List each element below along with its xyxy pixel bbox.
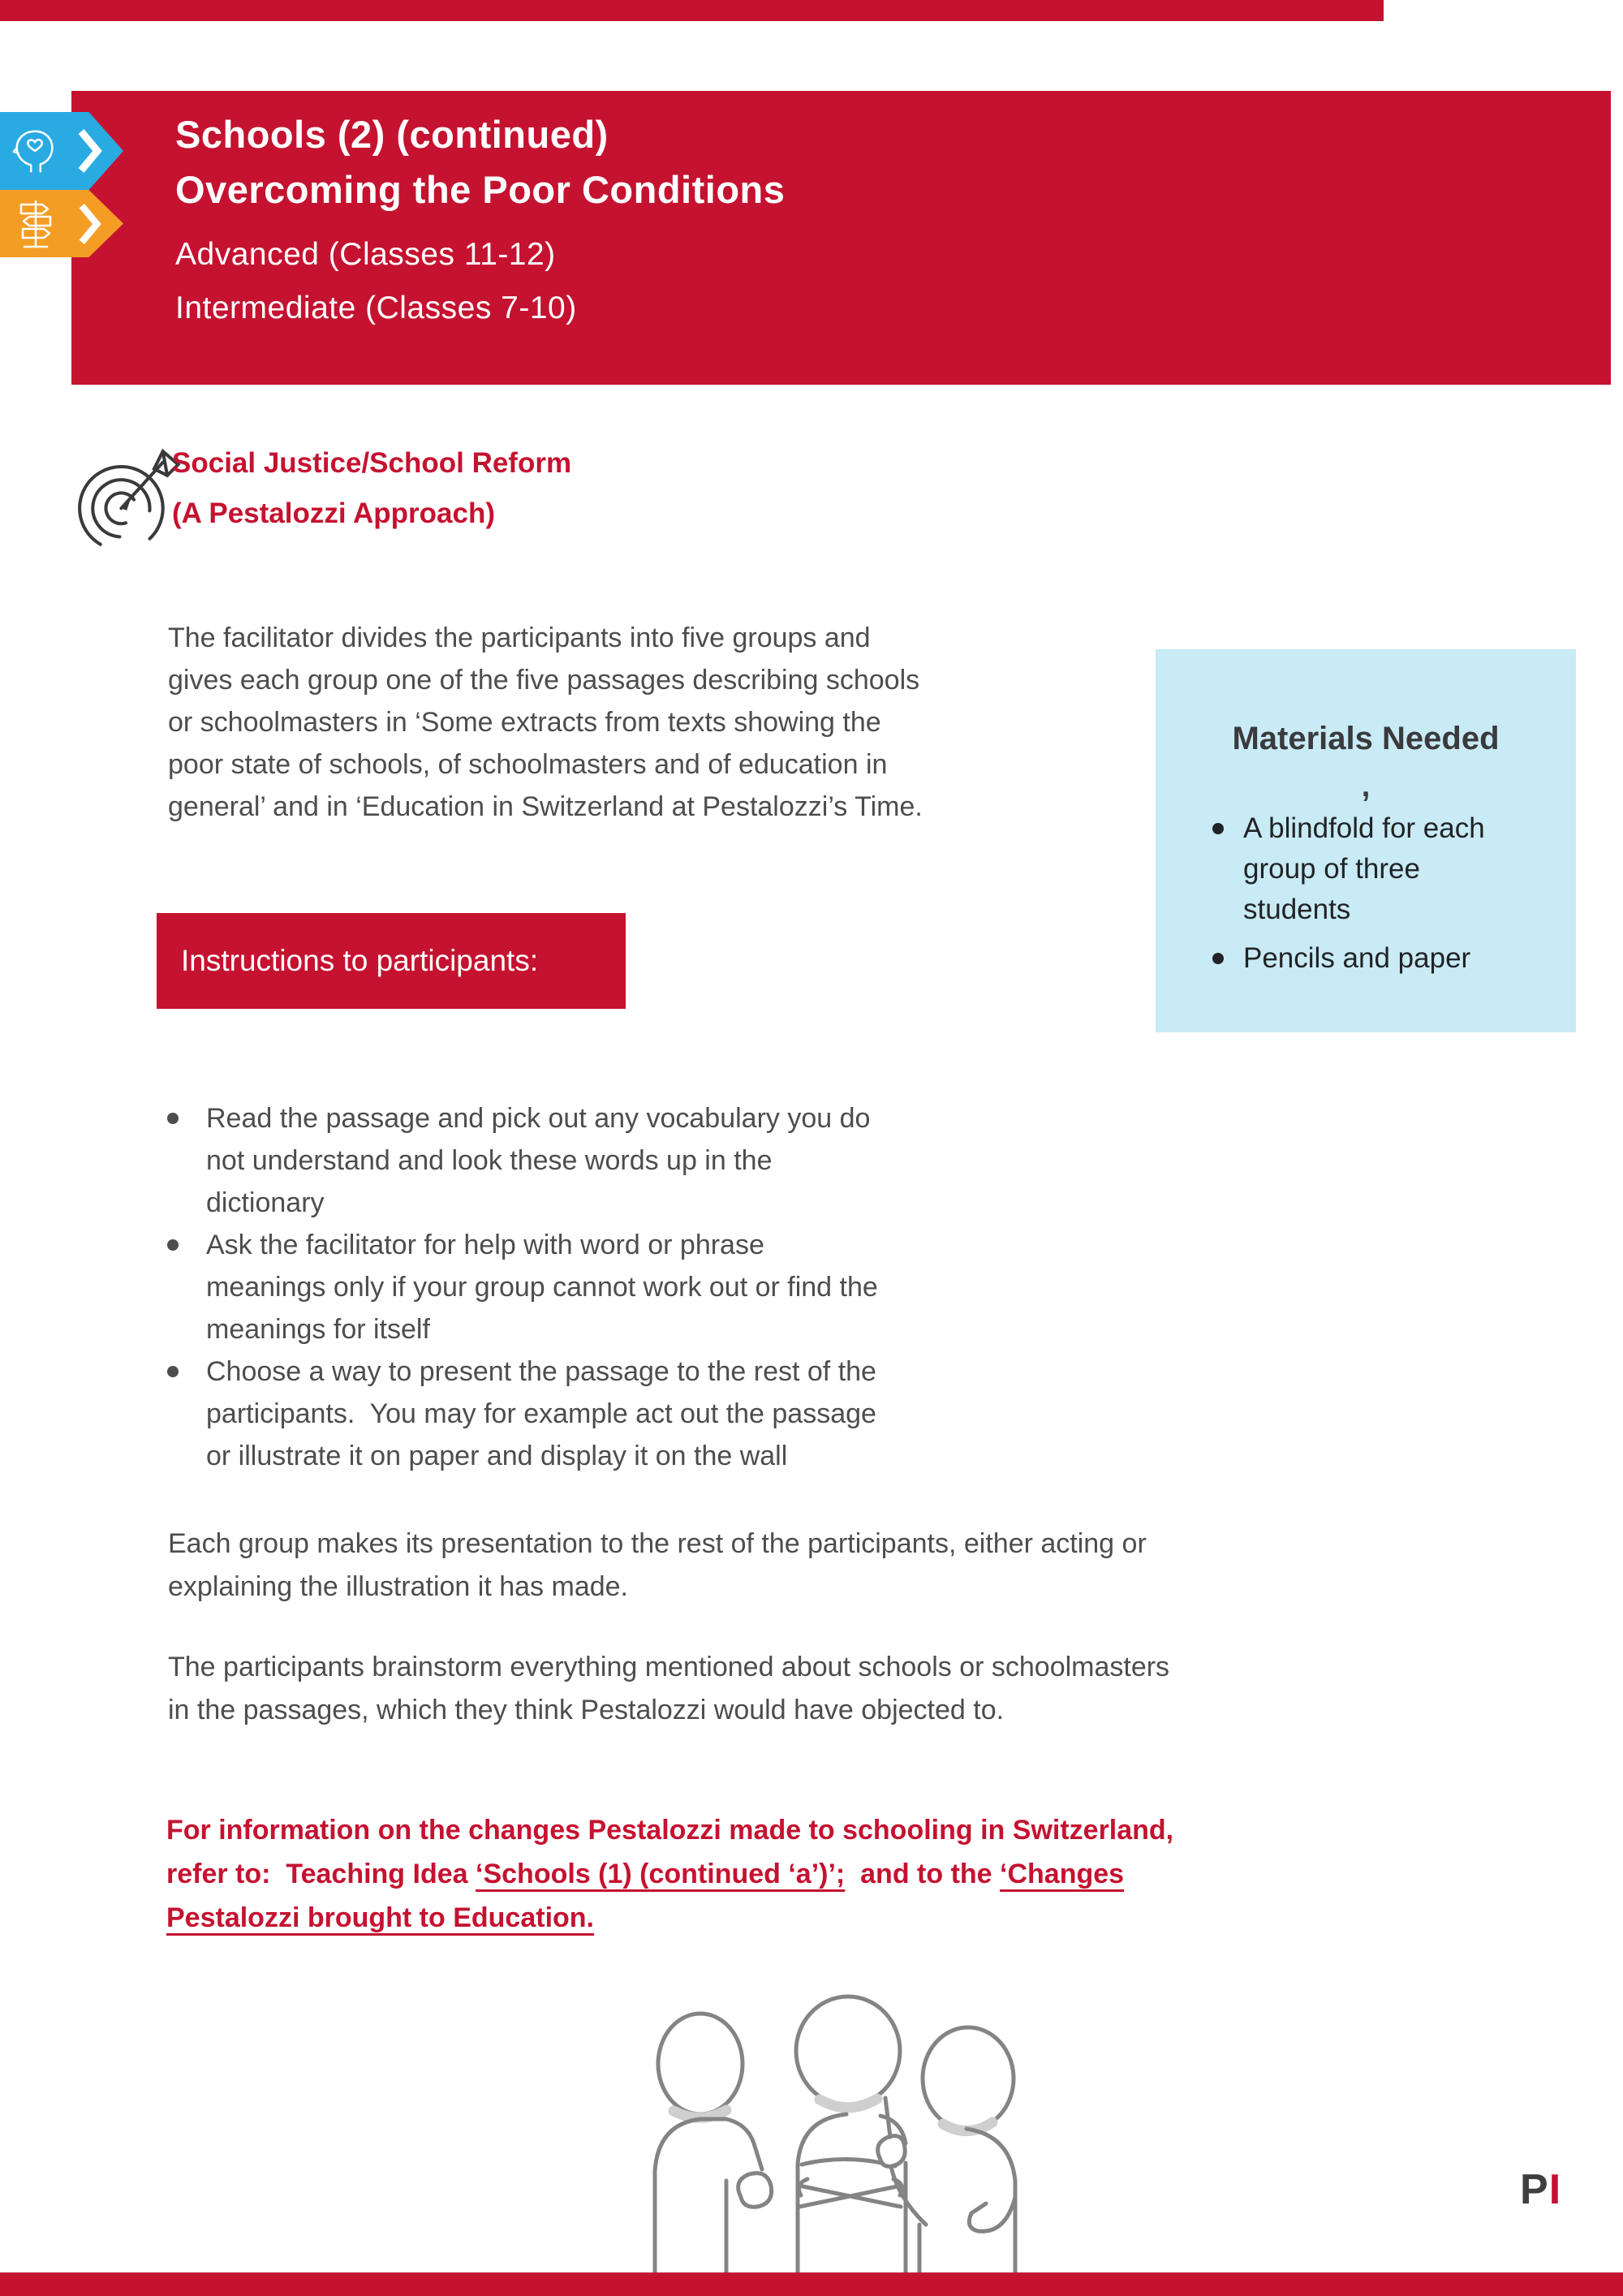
- chevron-right-icon: [78, 128, 102, 174]
- chevron-right-icon: [78, 203, 102, 245]
- instruction-item: Read the passage and pick out any vocabulary you do not understand and look these words up in the dictionary: [164, 1097, 1203, 1224]
- instructions-label-box: [157, 913, 626, 1009]
- logo-letter-i: I: [1548, 2166, 1562, 2213]
- reference-text: refer to: Teaching Idea: [166, 1859, 476, 1889]
- signpost-icon: [11, 196, 60, 252]
- materials-item: A blindfold for each group of three students: [1156, 808, 1576, 930]
- section-heading-line1: Social Justice/School Reform: [172, 447, 572, 479]
- reference-text: and to the: [845, 1859, 1001, 1889]
- materials-needed-box: [1156, 649, 1576, 1032]
- header-band: [71, 91, 1611, 385]
- presentation-paragraph: Each group makes its presentation to the rest of the participants, either acting or explaining the illustration it has made.: [168, 1528, 1147, 1602]
- intro-line: gives each group one of the five passages describing schools: [168, 665, 920, 696]
- brainstorm-paragraph: The participants brainstorm everything mentioned about schools or schoolmasters in the passages, which they think Pestalozzi would have objected to.: [168, 1652, 1170, 1725]
- three-people-illustration: [605, 1992, 1027, 2273]
- materials-item: Pencils and paper: [1156, 938, 1576, 979]
- instructions-list: [164, 1097, 1203, 1477]
- target-dart-icon: [73, 445, 183, 554]
- changes-link-part2[interactable]: Pestalozzi brought to Education.: [166, 1902, 594, 1933]
- level-advanced: Advanced (Classes 11-12): [175, 237, 556, 272]
- head-heart-icon: [11, 125, 61, 177]
- instruction-item: Ask the facilitator for help with word or phrase meanings only if your group cannot work out or find the meanings for itself: [164, 1224, 1203, 1350]
- changes-link-part1[interactable]: ‘Changes: [1000, 1859, 1125, 1889]
- materials-note-mark: ,: [1361, 769, 1371, 803]
- reference-line1: For information on the changes Pestalozzi made to schooling in Switzerland,: [166, 1815, 1174, 1846]
- schools-1-link[interactable]: ‘Schools (1) (continued ‘a’)’;: [476, 1859, 846, 1889]
- instructions-label: Instructions to participants:: [181, 944, 539, 977]
- top-accent-strip: [0, 0, 1384, 21]
- instruction-item: Choose a way to present the passage to the rest of the participants. You may for example act out the passage or illustrate it on paper and display it on the wall: [164, 1350, 1203, 1477]
- materials-list: [1156, 808, 1576, 979]
- reference-note: [166, 1808, 1497, 1940]
- bottom-accent-bar: [0, 2272, 1623, 2296]
- page-title-line1: Schools (2) (continued): [175, 113, 609, 156]
- intro-line: poor state of schools, of schoolmasters and of education in: [168, 749, 888, 780]
- logo-letter-p: P: [1520, 2166, 1549, 2213]
- level-intermediate: Intermediate (Classes 7-10): [175, 291, 577, 325]
- reference-line2: [166, 1852, 1497, 1896]
- section-heading-line2: (A Pestalozzi Approach): [172, 498, 496, 529]
- intro-line: or schoolmasters in ‘Some extracts from texts showing the: [168, 707, 881, 738]
- intro-line: The facilitator divides the participants into five groups and: [168, 622, 871, 653]
- pi-logo: [1520, 2165, 1561, 2214]
- page-title-line2: Overcoming the Poor Conditions: [175, 168, 786, 211]
- intro-paragraph: [168, 617, 1199, 828]
- materials-title: Materials Needed: [1232, 721, 1500, 756]
- intro-line: general’ and in ‘Education in Switzerland at Pestalozzi’s Time.: [168, 791, 923, 822]
- reference-line3: [166, 1896, 1497, 1940]
- section-heading: [172, 438, 571, 539]
